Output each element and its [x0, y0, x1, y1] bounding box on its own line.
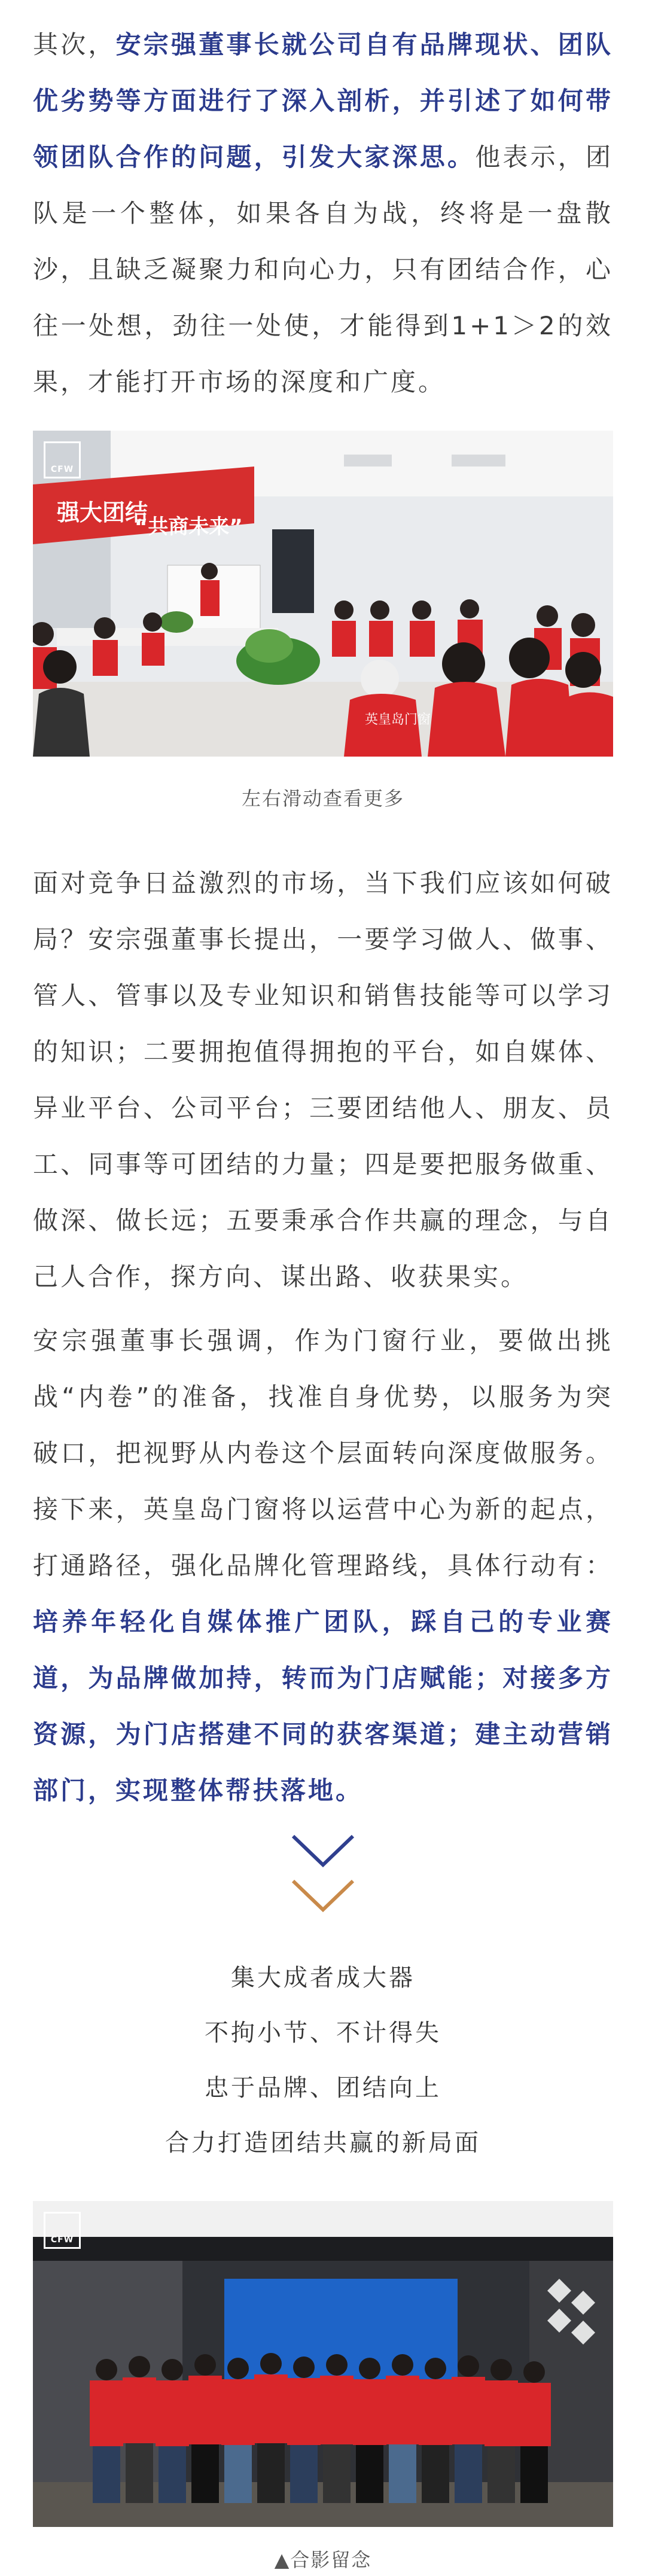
slogan-line-1: 集大成者成大器	[231, 1964, 415, 1992]
slogan-line-4: 合力打造团结共赢的新局面	[165, 2129, 481, 2157]
slogan-line-3: 忠于品牌、团结向上	[205, 2074, 441, 2102]
vest-text: 英皇岛门窗	[365, 712, 431, 727]
paragraph-3-lead: 安宗强董事长强调，作为门窗行业，要做出挑战“内卷”的准备，找准自身优势，以服务为突破口，把视野从内卷这个层面转向深度做服务。接下来，英皇岛门窗将以运营中心为新的起点，打通路径，强化品牌化管理路线，具体行动有：	[33, 1326, 613, 1580]
banner-text-right: “共商未来”	[135, 515, 243, 539]
group-photo[interactable]	[33, 2201, 613, 2527]
meeting-photo[interactable]	[33, 431, 613, 757]
cfw-logo	[44, 441, 81, 478]
paragraph-3	[33, 1313, 613, 1819]
paragraph-1-lead: 其次，	[33, 30, 116, 59]
paragraph-1	[33, 17, 613, 410]
paragraph-1-rest: 他表示，团队是一个整体，如果各自为战，终将是一盘散沙，且缺乏凝聚力和向心力，只有团结合作，心往一处想，劲往一处使，才能得到1+1＞2的效果，才能打开市场的深度和广度。	[33, 142, 613, 397]
paragraph-2: 面对竞争日益激烈的市场，当下我们应该如何破局？安宗强董事长提出，一要学习做人、做事、管人、管事以及专业知识和销售技能等可以学习的知识；二要拥抱值得拥抱的平台，如自媒体、异业平台、公司平台；三要团结他人、朋友、员工、同事等可团结的力量；四是要把服务做重、做深、做长远；五要秉承合作共赢的理念，与自己人合作，探方向、谋出路、收获果实。	[33, 868, 613, 1291]
meeting-photo-image	[33, 431, 613, 757]
slogan-line-2: 不拘小节、不计得失	[205, 2019, 441, 2047]
cfw-logo-2-text: CFW	[50, 2235, 74, 2245]
banner-text-left: 强大团结	[57, 499, 148, 526]
group-photo-caption: ▲合影留念	[274, 2548, 372, 2571]
group-photo-image	[33, 2201, 613, 2527]
double-chevron-icon	[290, 1830, 356, 1920]
cfw-logo-2	[44, 2212, 81, 2249]
paragraph-1-highlight: 安宗强董事长就公司自有品牌现状、团队优劣势等方面进行了深入剖析，并引述了如何带领团队合作的问题，引发大家深思。	[33, 30, 613, 172]
cfw-logo-text: CFW	[50, 465, 74, 474]
paragraph-3-highlight: 培养年轻化自媒体推广团队，踩自己的专业赛道，为品牌做加持，转而为门店赋能；对接多方资源，为门店搭建不同的获客渠道；建主动营销部门，实现整体帮扶落地。	[33, 1607, 613, 1805]
photo-caption-swipe: 左右滑动查看更多	[241, 787, 404, 810]
